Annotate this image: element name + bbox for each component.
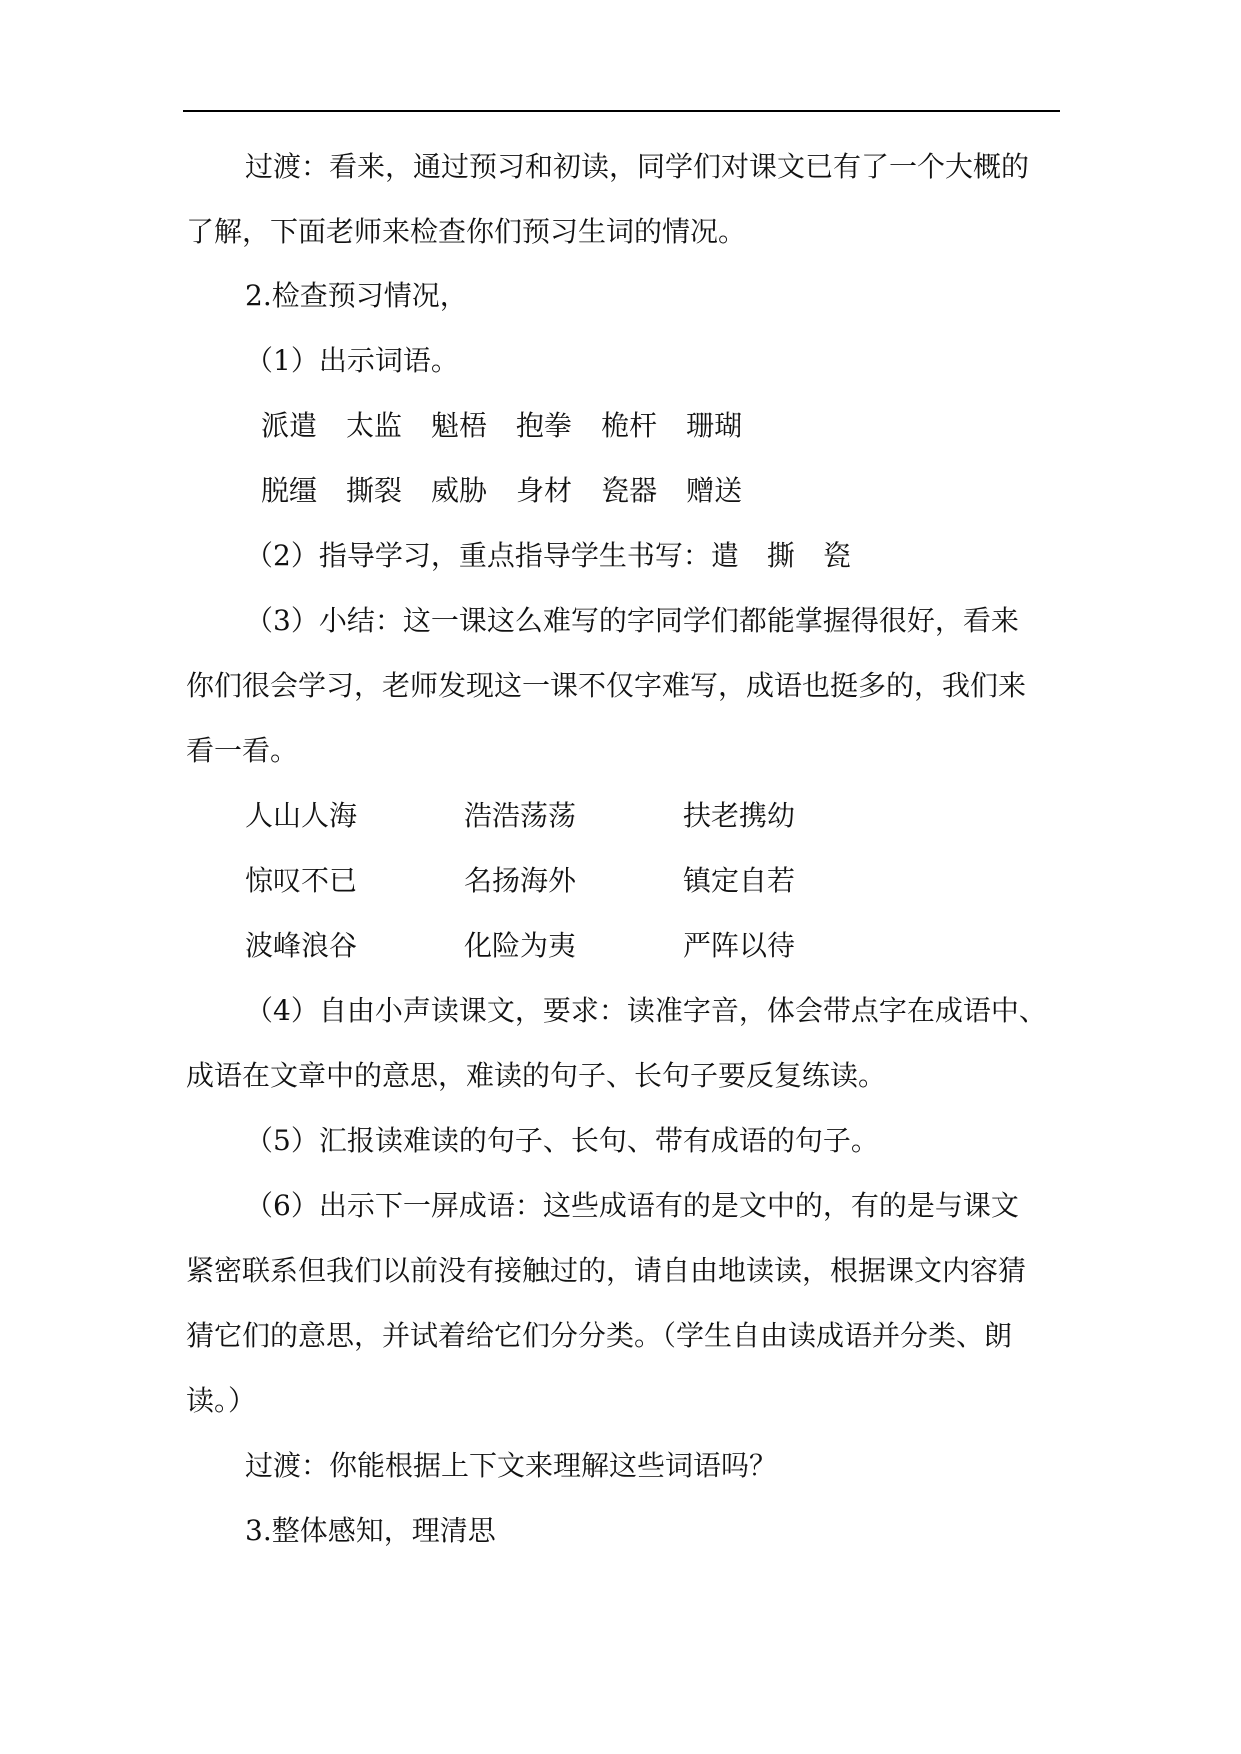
idiom: 扶老携幼 (683, 799, 796, 832)
step-6-idioms-line1: （6）出示下一屏成语：这些成语有的是文中的，有的是与课文 (245, 1189, 1019, 1222)
idiom: 化险为夷 (464, 929, 577, 962)
vocab-row-2 (261, 471, 1141, 511)
vocab-word: 赠送 (686, 474, 743, 507)
paragraph-transition-2: 过渡：你能根据上下文来理解这些词语吗？ (245, 1449, 778, 1482)
vocab-word: 桅杆 (601, 409, 658, 442)
step-1-show-words: （1）出示词语。 (245, 344, 459, 377)
vocab-word: 身材 (516, 474, 573, 507)
vocab-word: 脱缰 (261, 474, 318, 507)
vocab-word: 威胁 (431, 474, 488, 507)
idiom: 浩浩荡荡 (464, 799, 577, 832)
header-rule (183, 110, 1060, 112)
vocab-word: 魁梧 (431, 409, 488, 442)
step-3-summary-line3: 看一看。 (186, 734, 299, 767)
idiom: 名扬海外 (464, 864, 577, 897)
vocab-word: 珊瑚 (686, 409, 743, 442)
idiom-row-1 (245, 796, 1125, 836)
idiom: 惊叹不已 (245, 864, 358, 897)
vocab-word: 撕裂 (346, 474, 403, 507)
step-3-summary-line1: （3）小结：这一课这么难写的字同学们都能掌握得很好，看来 (245, 604, 1019, 637)
idiom: 人山人海 (245, 799, 358, 832)
idiom-row-3 (245, 926, 1125, 966)
vocab-word: 抱拳 (516, 409, 573, 442)
vocab-word: 太监 (346, 409, 403, 442)
step-2-guide-writing: （2）指导学习，重点指导学生书写：遣 撕 瓷 (245, 539, 851, 572)
idiom-row-2 (245, 861, 1125, 901)
idiom: 镇定自若 (683, 864, 796, 897)
vocab-word: 瓷器 (601, 474, 658, 507)
step-4-free-reading-line1: （4）自由小声读课文，要求：读准字音，体会带点字在成语中、 (245, 994, 1047, 1027)
idiom: 波峰浪谷 (245, 929, 358, 962)
vocab-row-1 (261, 406, 1141, 446)
paragraph-transition-line1: 过渡：看来，通过预习和初读，同学们对课文已有了一个大概的 (245, 150, 1030, 183)
step-6-idioms-line3: 猜它们的意思，并试着给它们分分类。（学生自由读成语并分类、朗 (186, 1319, 1013, 1352)
section-2-heading: 2.检查预习情况， (245, 279, 468, 312)
paragraph-transition-line2: 了解，下面老师来检查你们预习生词的情况。 (186, 215, 747, 248)
vocab-word: 派遣 (261, 409, 318, 442)
step-3-summary-line2: 你们很会学习，老师发现这一课不仅字难写，成语也挺多的，我们来 (186, 669, 1027, 702)
step-4-free-reading-line2: 成语在文章中的意思，难读的句子、长句子要反复练读。 (186, 1059, 887, 1092)
idiom: 严阵以待 (683, 929, 796, 962)
step-5-report-reading: （5）汇报读难读的句子、长句、带有成语的句子。 (245, 1124, 879, 1157)
section-3-heading: 3.整体感知，理清思 (245, 1514, 496, 1547)
step-6-idioms-line4: 读。） (186, 1384, 257, 1417)
step-6-idioms-line2: 紧密联系但我们以前没有接触过的，请自由地读读，根据课文内容猜 (186, 1254, 1027, 1287)
